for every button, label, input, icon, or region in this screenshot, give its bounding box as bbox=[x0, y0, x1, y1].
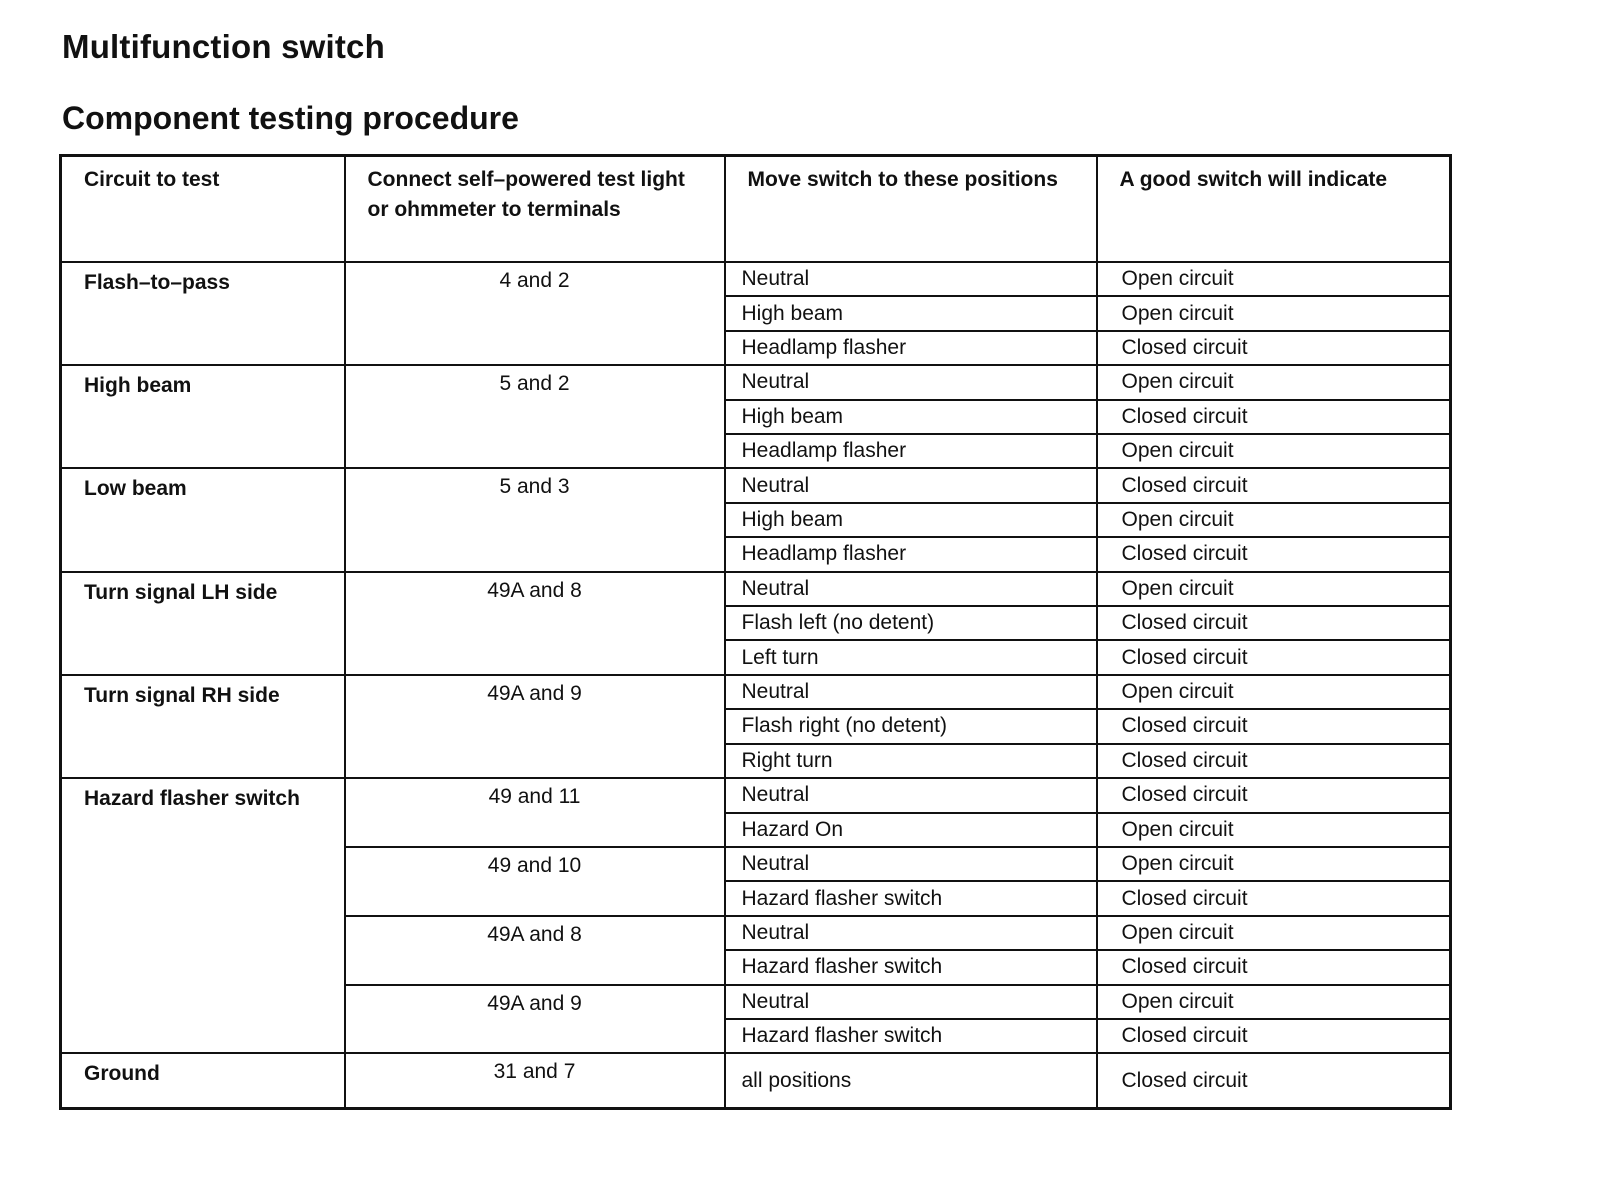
position-cell: Neutral bbox=[725, 675, 1097, 709]
terminals-cell: 49 and 11 bbox=[345, 778, 725, 847]
section-subtitle: Component testing procedure bbox=[62, 100, 519, 136]
testing-procedure-table bbox=[59, 154, 1452, 1110]
circuit-cell: Turn signal LH side bbox=[61, 572, 345, 675]
terminals-cell: 4 and 2 bbox=[345, 262, 725, 365]
terminals-cell: 49A and 9 bbox=[345, 675, 725, 778]
circuit-cell: Turn signal RH side bbox=[61, 675, 345, 778]
position-cell: Flash left (no detent) bbox=[725, 606, 1097, 640]
header-row bbox=[61, 156, 1451, 263]
page-title: Multifunction switch bbox=[62, 28, 385, 65]
circuit-cell: Flash–to–pass bbox=[61, 262, 345, 365]
position-cell: High beam bbox=[725, 296, 1097, 330]
terminals-cell: 49A and 8 bbox=[345, 572, 725, 675]
position-cell: Neutral bbox=[725, 847, 1097, 881]
result-cell: Closed circuit bbox=[1097, 606, 1451, 640]
table-row bbox=[61, 1053, 1451, 1108]
position-cell: Neutral bbox=[725, 985, 1097, 1019]
terminals-cell: 49A and 8 bbox=[345, 916, 725, 985]
header-circuit: Circuit to test bbox=[61, 156, 345, 263]
header-indicate: A good switch will indicate bbox=[1097, 156, 1451, 263]
result-cell: Open circuit bbox=[1097, 916, 1451, 950]
terminals-cell: 49 and 10 bbox=[345, 847, 725, 916]
result-cell: Open circuit bbox=[1097, 985, 1451, 1019]
result-cell: Closed circuit bbox=[1097, 468, 1451, 502]
result-cell: Open circuit bbox=[1097, 503, 1451, 537]
terminals-cell: 5 and 3 bbox=[345, 468, 725, 571]
result-cell: Open circuit bbox=[1097, 365, 1451, 399]
table-row bbox=[61, 572, 1451, 606]
result-cell: Closed circuit bbox=[1097, 778, 1451, 812]
result-cell: Open circuit bbox=[1097, 675, 1451, 709]
result-cell: Open circuit bbox=[1097, 572, 1451, 606]
position-cell: Flash right (no detent) bbox=[725, 709, 1097, 743]
terminals-cell: 31 and 7 bbox=[345, 1053, 725, 1108]
result-cell: Closed circuit bbox=[1097, 1019, 1451, 1053]
terminals-cell: 5 and 2 bbox=[345, 365, 725, 468]
position-cell: Hazard On bbox=[725, 813, 1097, 847]
position-cell: Hazard flasher switch bbox=[725, 881, 1097, 915]
circuit-cell: Ground bbox=[61, 1053, 345, 1108]
result-cell: Open circuit bbox=[1097, 434, 1451, 468]
result-cell: Closed circuit bbox=[1097, 744, 1451, 778]
result-cell: Closed circuit bbox=[1097, 881, 1451, 915]
result-cell: Closed circuit bbox=[1097, 1053, 1451, 1108]
position-cell: Right turn bbox=[725, 744, 1097, 778]
position-cell: Neutral bbox=[725, 572, 1097, 606]
terminals-cell: 49A and 9 bbox=[345, 985, 725, 1054]
position-cell: all positions bbox=[725, 1053, 1097, 1108]
result-cell: Open circuit bbox=[1097, 262, 1451, 296]
position-cell: Headlamp flasher bbox=[725, 331, 1097, 365]
result-cell: Open circuit bbox=[1097, 296, 1451, 330]
position-cell: Neutral bbox=[725, 365, 1097, 399]
position-cell: Headlamp flasher bbox=[725, 434, 1097, 468]
position-cell: Neutral bbox=[725, 262, 1097, 296]
table-row bbox=[61, 468, 1451, 502]
result-cell: Closed circuit bbox=[1097, 400, 1451, 434]
position-cell: Neutral bbox=[725, 778, 1097, 812]
result-cell: Closed circuit bbox=[1097, 331, 1451, 365]
header-positions: Move switch to these positions bbox=[725, 156, 1097, 263]
result-cell: Closed circuit bbox=[1097, 640, 1451, 674]
result-cell: Closed circuit bbox=[1097, 709, 1451, 743]
table-row bbox=[61, 675, 1451, 709]
position-cell: High beam bbox=[725, 503, 1097, 537]
circuit-cell: Low beam bbox=[61, 468, 345, 571]
position-cell: Left turn bbox=[725, 640, 1097, 674]
result-cell: Open circuit bbox=[1097, 847, 1451, 881]
position-cell: Headlamp flasher bbox=[725, 537, 1097, 571]
table-row bbox=[61, 262, 1451, 296]
result-cell: Closed circuit bbox=[1097, 950, 1451, 984]
circuit-cell: Hazard flasher switch bbox=[61, 778, 345, 1053]
table-row bbox=[61, 365, 1451, 399]
position-cell: High beam bbox=[725, 400, 1097, 434]
result-cell: Open circuit bbox=[1097, 813, 1451, 847]
table-row bbox=[61, 778, 1451, 812]
position-cell: Hazard flasher switch bbox=[725, 1019, 1097, 1053]
circuit-cell: High beam bbox=[61, 365, 345, 468]
header-terminals: Connect self–powered test light or ohmmeter to terminals bbox=[345, 156, 725, 263]
position-cell: Hazard flasher switch bbox=[725, 950, 1097, 984]
result-cell: Closed circuit bbox=[1097, 537, 1451, 571]
position-cell: Neutral bbox=[725, 468, 1097, 502]
position-cell: Neutral bbox=[725, 916, 1097, 950]
table-body bbox=[61, 262, 1451, 1109]
